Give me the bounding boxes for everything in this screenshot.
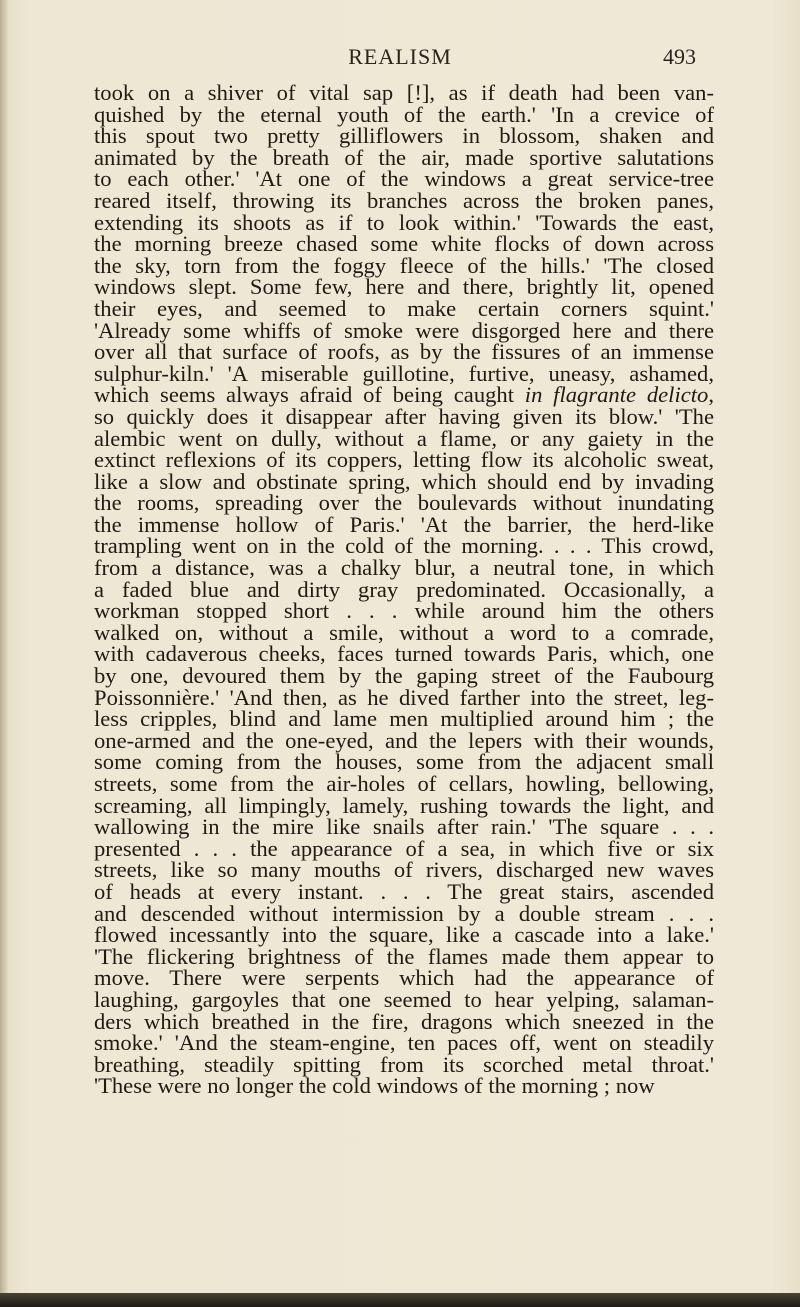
- text-line: some coming from the houses, some from the adjacent small: [94, 749, 714, 775]
- page-header: [0, 44, 800, 74]
- text-line: the immense hollow of Paris.' 'At the barrier, the herd-like: [94, 511, 714, 537]
- page-gutter-shadow: [0, 0, 8, 1307]
- text-line: and descended without intermission by a double stream . . .: [94, 900, 714, 926]
- text-line: one-armed and the one-eyed, and the lepers with their wounds,: [94, 727, 714, 753]
- page-number: 493: [663, 44, 696, 69]
- text-line: smoke.' 'And the steam-engine, ten paces off, went on steadily: [94, 1030, 714, 1056]
- text-line: the rooms, spreading over the boulevards without inundating: [94, 490, 714, 516]
- text-line: presented . . . the appearance of a sea, in which five or six: [94, 835, 714, 861]
- text-line: workman stopped short . . . while around him the others: [94, 598, 714, 624]
- text-line: with cadaverous cheeks, faces turned towards Paris, which, one: [94, 641, 714, 667]
- text-line: streets, like so many mouths of rivers, discharged new waves: [94, 857, 714, 883]
- text-line: of heads at every instant. . . . The great stairs, ascended: [94, 878, 714, 904]
- text-line: streets, some from the air-holes of cellars, howling, bellowing,: [94, 771, 714, 796]
- text-line: like a slow and obstinate spring, which should end by invading: [94, 468, 714, 494]
- text-line: laughing, gargoyles that one seemed to hear yelping, salaman-: [94, 986, 714, 1012]
- text-line: animated by the breath of the air, made sportive salutations: [94, 144, 714, 170]
- text-line: by one, devoured them by the gaping street of the Faubourg: [94, 663, 714, 689]
- text-line: which seems always afraid of being caught in flagrante delicto,: [94, 382, 714, 408]
- text-line: reared itself, throwing its branches across the broken panes,: [94, 187, 714, 213]
- text-line: so quickly does it disappear after having given its blow.' 'The: [94, 403, 714, 429]
- text-line: a faded blue and dirty gray predominated. Occasionally, a: [94, 576, 714, 602]
- text-line: the sky, torn from the foggy fleece of the hills.' 'The closed: [94, 252, 714, 278]
- text-line: 'The flickering brightness of the flames made them appear to: [94, 943, 714, 969]
- text-line: less cripples, blind and lame men multiplied around him ; the: [94, 706, 714, 732]
- text-line: ders which breathed in the fire, dragons which sneezed in the: [94, 1008, 714, 1034]
- text-line: this spout two pretty gilliflowers in blossom, shaken and: [94, 123, 714, 149]
- text-line: extending its shoots as if to look within.' 'Towards the east,: [94, 209, 714, 235]
- text-line: from a distance, was a chalky blur, a neutral tone, in which: [94, 555, 714, 581]
- text-line: trampling went on in the cold of the morning. . . . This crowd,: [94, 533, 714, 559]
- text-line: wallowing in the mire like snails after rain.' 'The square . . .: [94, 814, 714, 840]
- text-line: screaming, all limpingly, lamely, rushing towards the light, and: [94, 792, 714, 818]
- text-line: move. There were serpents which had the appearance of: [94, 965, 714, 991]
- page-bottom-edge: [0, 1293, 800, 1307]
- text-line: walked on, without a smile, without a word to a comrade,: [94, 619, 714, 645]
- text-line: took on a shiver of vital sap [!], as if death had been van-: [94, 80, 714, 105]
- text-line: their eyes, and seemed to make certain corners squint.': [94, 295, 714, 321]
- text-line: breathing, steadily spitting from its scorched metal throat.': [94, 1051, 714, 1077]
- text-line: 'Already some whiffs of smoke were disgorged here and there: [94, 317, 714, 343]
- text-line: to each other.' 'At one of the windows a great service-tree: [94, 166, 714, 192]
- body-text: [94, 82, 714, 1097]
- running-title: REALISM: [348, 44, 452, 69]
- text-line: alembic went on dully, without a flame, or any gaiety in the: [94, 425, 714, 451]
- text-line: quished by the eternal youth of the earth.' 'In a crevice of: [94, 101, 714, 127]
- text-line: over all that surface of roofs, as by the fissures of an immense: [94, 339, 714, 365]
- text-line: flowed incessantly into the square, like a cascade into a lake.': [94, 922, 714, 948]
- text-line: the morning breeze chased some white flocks of down across: [94, 231, 714, 257]
- text-line: windows slept. Some few, here and there, brightly lit, opened: [94, 274, 714, 300]
- text-line: Poissonnière.' 'And then, as he dived farther into the street, leg-: [94, 684, 714, 710]
- text-line: extinct reflexions of its coppers, letting flow its alcoholic sweat,: [94, 447, 714, 473]
- text-line: 'These were no longer the cold windows of the morning ; now: [94, 1073, 655, 1099]
- text-line: sulphur-kiln.' 'A miserable guillotine, furtive, uneasy, ashamed,: [94, 360, 714, 386]
